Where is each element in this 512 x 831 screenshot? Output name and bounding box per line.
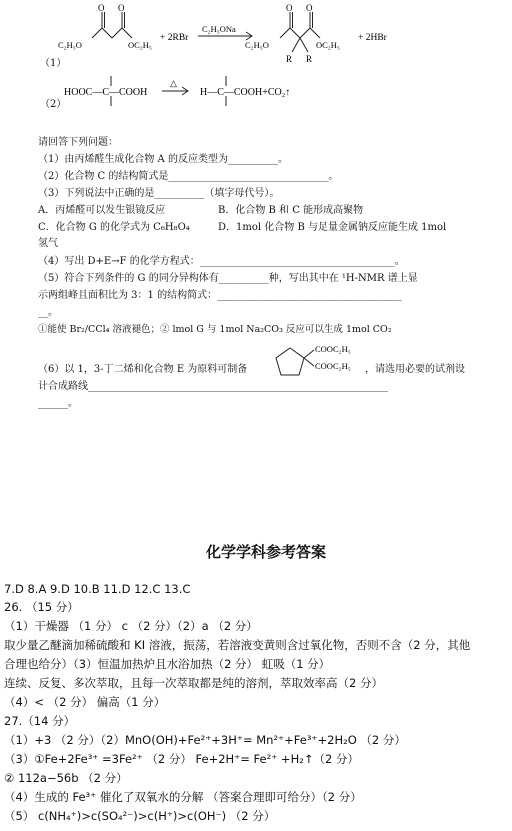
question-6-line-3: ______。 [38,398,78,409]
heat-symbol: △ [170,78,177,88]
answer-26-line-3: 合理也给分）（3）恒温加热炉且水浴加热（2 分） 虹吸（1 分） [4,657,331,671]
option-c: C．化合物 G 的化学式为 C₆H₈O₄ [38,222,190,233]
option-a: A．丙烯醛可以发生银镜反应 [38,205,166,216]
option-b: B．化合物 B 和 C 能形成高聚物 [218,205,364,216]
reaction-2-number: （2） [40,99,67,110]
byproduct-label: + 2HBr [358,33,387,43]
question-5-continued: 示两组峰且面积比为 3：1 的结构简式：_____________________________________ [38,290,403,301]
answer-27-line-1: （1）+3 （2 分）（2）MnO(OH)+Fe²⁺+3H⁺= Mn²⁺+Fe³⁺+2H₂O （2 分） [4,733,406,747]
question-6-line-2: 计合成路线____________________________________________________________ [38,381,388,392]
carbonyl-o-3: O [286,3,293,13]
question-5: （5）符合下列条件的 G 的同分异构体有__________种，写出其中在 ¹H-NMR 谱上显 [38,273,418,284]
questions-intro: 请回答下列问题： [38,137,118,148]
answer-27-line-3: ② 112a−56b （2 分） [4,771,128,785]
question-4: （4）写出 D+E→F 的化学方程式：_______________________________________。 [38,256,405,267]
answer-26-line-2: 取少量乙醚滴加稀硫酸和 KI 溶液，振荡，若溶液变黄则含过氧化物，否则不含（2 分，其他 [4,638,471,652]
answer-multiple-choice: 7.D 8.A 9.D 10.B 11.D 12.C 13.C [4,582,191,596]
reactant-left-group: C₂H₅O [58,40,82,50]
question-6-suffix: ，请选用必要的试剂设 [365,364,465,375]
question-6: （6）以 1，3-丁二烯和化合物 E 为原料可制备 [38,364,248,375]
carbonyl-o-2: O [118,3,125,13]
reaction-1-number: （1） [40,58,67,69]
option-d-continued: 氢气 [38,238,58,249]
answer-27-heading: 27.（14 分） [4,714,76,728]
acid-product-formula: H—C—COOH+CO₂↑ [200,87,291,98]
reaction-1-scheme [40,2,400,72]
question-2: （2）化合物 C 的结构简式是________________________________。 [38,171,339,182]
answer-title: 化学学科参考答案 [206,543,327,561]
ester-substituent-1: COOC₂H₅ [315,344,351,354]
ester-substituent-2: COOC₂H₅ [315,361,351,371]
reactant-right-group: OC₂H₅ [128,40,152,50]
carbonyl-o-4: O [306,3,313,13]
product-right-group: OC₂H₅ [316,40,340,50]
answer-27-line-4: （4）生成的 Fe³⁺ 催化了双氧水的分解 （答案合理即可给分）（2 分） [4,790,362,804]
product-left-group: C₂H₅O [245,40,269,50]
question-5-end: __。 [38,307,58,318]
option-d: D．1mol 化合物 B 与足量金属钠反应能生成 1mol [218,222,447,233]
catalyst-label: C₂H₅ONa [202,24,236,34]
answer-27-line-5: （5） c(NH₄⁺)>c(SO₄²⁻)>c(H⁺)>c(OH⁻) （2 分） [4,809,276,823]
reagent-label: + 2RBr [160,33,189,43]
answer-26-heading: 26. （15 分） [4,600,79,614]
question-5-conditions: ①能使 Br₂/CCl₄ 溶液褪色；② lmol G 与 1mol Na₂CO₃ 反应可以生成 1mol CO₂ [38,324,392,335]
question-3: （3）下列说法中正确的是__________（填字母代号）。 [38,188,280,199]
question-1: （1）由丙烯醛生成化合物 A 的反应类型为__________。 [38,154,288,165]
malonic-acid-formula: HOOC—C—COOH [64,87,148,98]
carbonyl-o-1: O [98,3,105,13]
reaction-2-scheme [40,70,400,114]
r-group-1: R [286,54,293,64]
answer-26-line-1: （1）干燥器 （1 分） c （2 分）（2）a （2 分） [4,619,258,633]
answer-26-line-4: 连续、反复、多次萃取，且每一次萃取都是纯的溶剂，萃取效率高（2 分） [4,676,383,690]
answer-26-line-5: （4）< （2 分） 偏高（1 分） [4,695,166,709]
r-group-2: R [306,54,313,64]
answer-27-line-2: （3）①Fe+2Fe³⁺ =3Fe²⁺ （2 分） Fe+2H⁺= Fe²⁺ +H₂↑（2 分） [4,752,359,766]
